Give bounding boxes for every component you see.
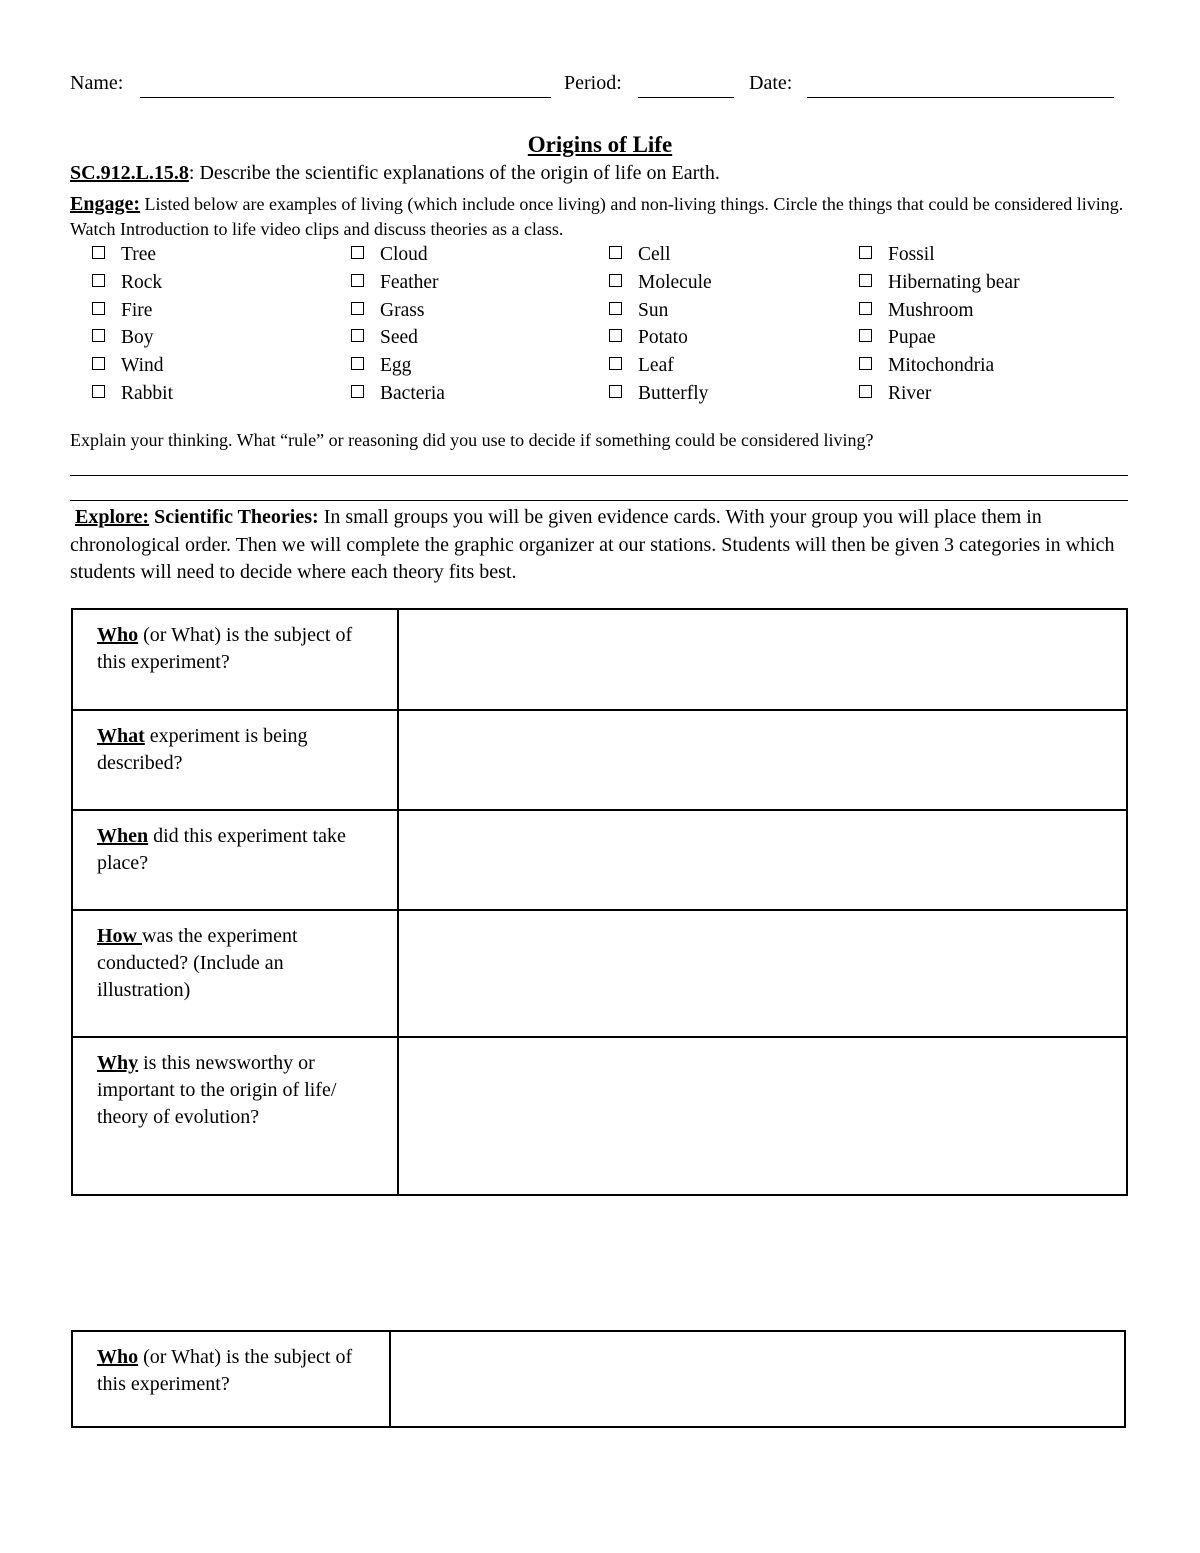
question-cell [72,1037,398,1195]
checkbox-icon[interactable] [859,274,872,287]
checkbox-icon[interactable] [92,302,105,315]
question-cell [72,810,398,910]
checkbox-icon[interactable] [92,357,105,370]
item-label: Rabbit [121,383,173,404]
item-checkbox-row[interactable] [351,383,445,405]
standard-code: SC.912.L.15.8 [70,162,189,184]
item-label: Cloud [380,244,428,265]
period-field[interactable] [638,97,734,98]
checkbox-icon[interactable] [351,246,364,259]
item-label: Fossil [888,244,935,265]
page-title: Origins of Life [527,132,673,157]
explore-text: In small groups you will be given evidence cards. With your group you will place them in chronological order. Then we will complete the graphic organizer at our stations. Students will then be given 3 categories in which students will need to decide where each theory fits best. [70,506,1115,583]
checkbox-icon[interactable] [609,274,622,287]
standard-line [70,162,720,185]
item-checkbox-row[interactable] [351,244,428,266]
organizer-row-who [72,609,1127,710]
item-label: Leaf [638,355,674,377]
answer-cell[interactable] [398,1037,1127,1195]
item-checkbox-row[interactable] [92,272,162,294]
question-keyword: Who [97,1346,139,1368]
checkbox-icon[interactable] [351,302,364,315]
explore-label: Explore: [75,506,150,528]
item-label: Mushroom [888,299,974,321]
item-label: Fire [121,299,153,321]
graphic-organizer-2 [71,1330,1126,1428]
item-checkbox-row[interactable] [859,272,1020,294]
item-checkbox-row[interactable] [609,272,712,294]
engage-paragraph [70,192,1130,242]
checkbox-icon[interactable] [351,385,364,398]
question-keyword: What [97,725,145,747]
answer-cell[interactable] [390,1331,1125,1427]
item-label: Feather [380,271,439,293]
item-checkbox-row[interactable] [609,300,668,322]
name-label: Name: [70,72,124,94]
checkbox-icon[interactable] [92,329,105,342]
question-cell [72,609,398,710]
question-text: (or What) is the subject of this experiment? [97,624,353,673]
checkbox-icon[interactable] [92,385,105,398]
question-text: was the experiment conducted? (Include an illustration) [97,925,298,1001]
engage-label: Engage: [70,193,140,215]
graphic-organizer-1 [71,608,1128,1196]
item-label: Rock [121,271,163,293]
checkbox-icon[interactable] [609,246,622,259]
item-checkbox-row[interactable] [859,355,994,377]
item-checkbox-row[interactable] [859,327,936,349]
question-keyword: Who [97,624,139,646]
item-label: Egg [380,355,412,377]
checkbox-icon[interactable] [859,329,872,342]
checkbox-icon[interactable] [351,329,364,342]
item-label: Wind [121,355,164,377]
explain-prompt: Explain your thinking. What “rule” or reasoning did you use to decide if something could be considered living? [70,430,874,450]
question-text: is this newsworthy or important to the origin of life/ theory of evolution? [97,1052,337,1128]
item-label: Molecule [638,271,712,293]
question-keyword: Why [97,1052,139,1074]
item-label: Sun [638,299,669,321]
item-label: Cell [638,244,671,265]
checkbox-icon[interactable] [609,357,622,370]
item-label: Hibernating bear [888,271,1020,293]
answer-cell[interactable] [398,609,1127,710]
item-label: Grass [380,299,425,321]
item-label: Tree [121,244,157,265]
item-checkbox-row[interactable] [351,272,438,294]
date-label: Date: [749,72,793,94]
item-checkbox-row[interactable] [92,300,152,322]
question-keyword: How [97,925,142,947]
item-checkbox-row[interactable] [92,244,156,266]
checkbox-icon[interactable] [859,357,872,370]
standard-text: : Describe the scientific explanations of the origin of life on Earth. [188,162,720,184]
date-field[interactable] [807,97,1114,98]
item-checkbox-row[interactable] [859,383,931,405]
answer-cell[interactable] [398,910,1127,1037]
checkbox-icon[interactable] [859,302,872,315]
checkbox-icon[interactable] [92,274,105,287]
item-label: Pupae [888,327,936,349]
checkbox-icon[interactable] [859,385,872,398]
item-label: Bacteria [380,383,445,404]
item-checkbox-row[interactable] [351,355,411,377]
checkbox-icon[interactable] [609,385,622,398]
organizer-row-why [72,1037,1127,1195]
checkbox-icon[interactable] [859,246,872,259]
explore-paragraph [70,504,1130,587]
item-checkbox-row[interactable] [92,355,164,377]
answer-line-1[interactable] [70,475,1128,476]
question-cell [72,910,398,1037]
item-label: Boy [121,327,154,349]
question-keyword: When [97,825,149,847]
explore-subtitle: Scientific Theories: [149,506,319,528]
item-checkbox-row[interactable] [92,327,154,349]
question-text: experiment is being described? [97,725,308,774]
engage-text: Listed below are examples of living (which include once living) and non-living things. Circle the things that could be considered living. Watch Introduction to life video clips and discuss theories as a class. [70,194,1124,239]
answer-line-2[interactable] [70,500,1128,501]
organizer-row-who [72,1331,1125,1427]
name-field[interactable] [140,97,551,98]
checkbox-icon[interactable] [92,246,105,259]
checkbox-icon[interactable] [351,357,364,370]
item-checkbox-row[interactable] [609,327,688,349]
item-label: Seed [380,327,418,349]
item-checkbox-row[interactable] [859,300,974,322]
organizer-row-how [72,910,1127,1037]
answer-cell[interactable] [398,710,1127,810]
item-label: Butterfly [638,383,709,404]
question-text: did this experiment take place? [97,825,346,874]
item-checkbox-row[interactable] [609,244,671,266]
item-label: Mitochondria [888,355,995,377]
question-cell [72,710,398,810]
organizer-row-when [72,810,1127,910]
organizer-row-what [72,710,1127,810]
question-text: (or What) is the subject of this experiment? [97,1346,353,1395]
question-cell [72,1331,390,1427]
item-label: Potato [638,327,688,349]
item-checkbox-row[interactable] [859,244,935,266]
answer-cell[interactable] [398,810,1127,910]
item-checkbox-row[interactable] [92,383,173,405]
checkbox-icon[interactable] [609,329,622,342]
checkbox-icon[interactable] [351,274,364,287]
period-label: Period: [564,72,622,94]
item-checkbox-row[interactable] [351,300,424,322]
checkbox-icon[interactable] [609,302,622,315]
item-checkbox-row[interactable] [351,327,418,349]
item-label: River [888,383,932,404]
item-checkbox-row[interactable] [609,355,674,377]
item-checkbox-row[interactable] [609,383,708,405]
